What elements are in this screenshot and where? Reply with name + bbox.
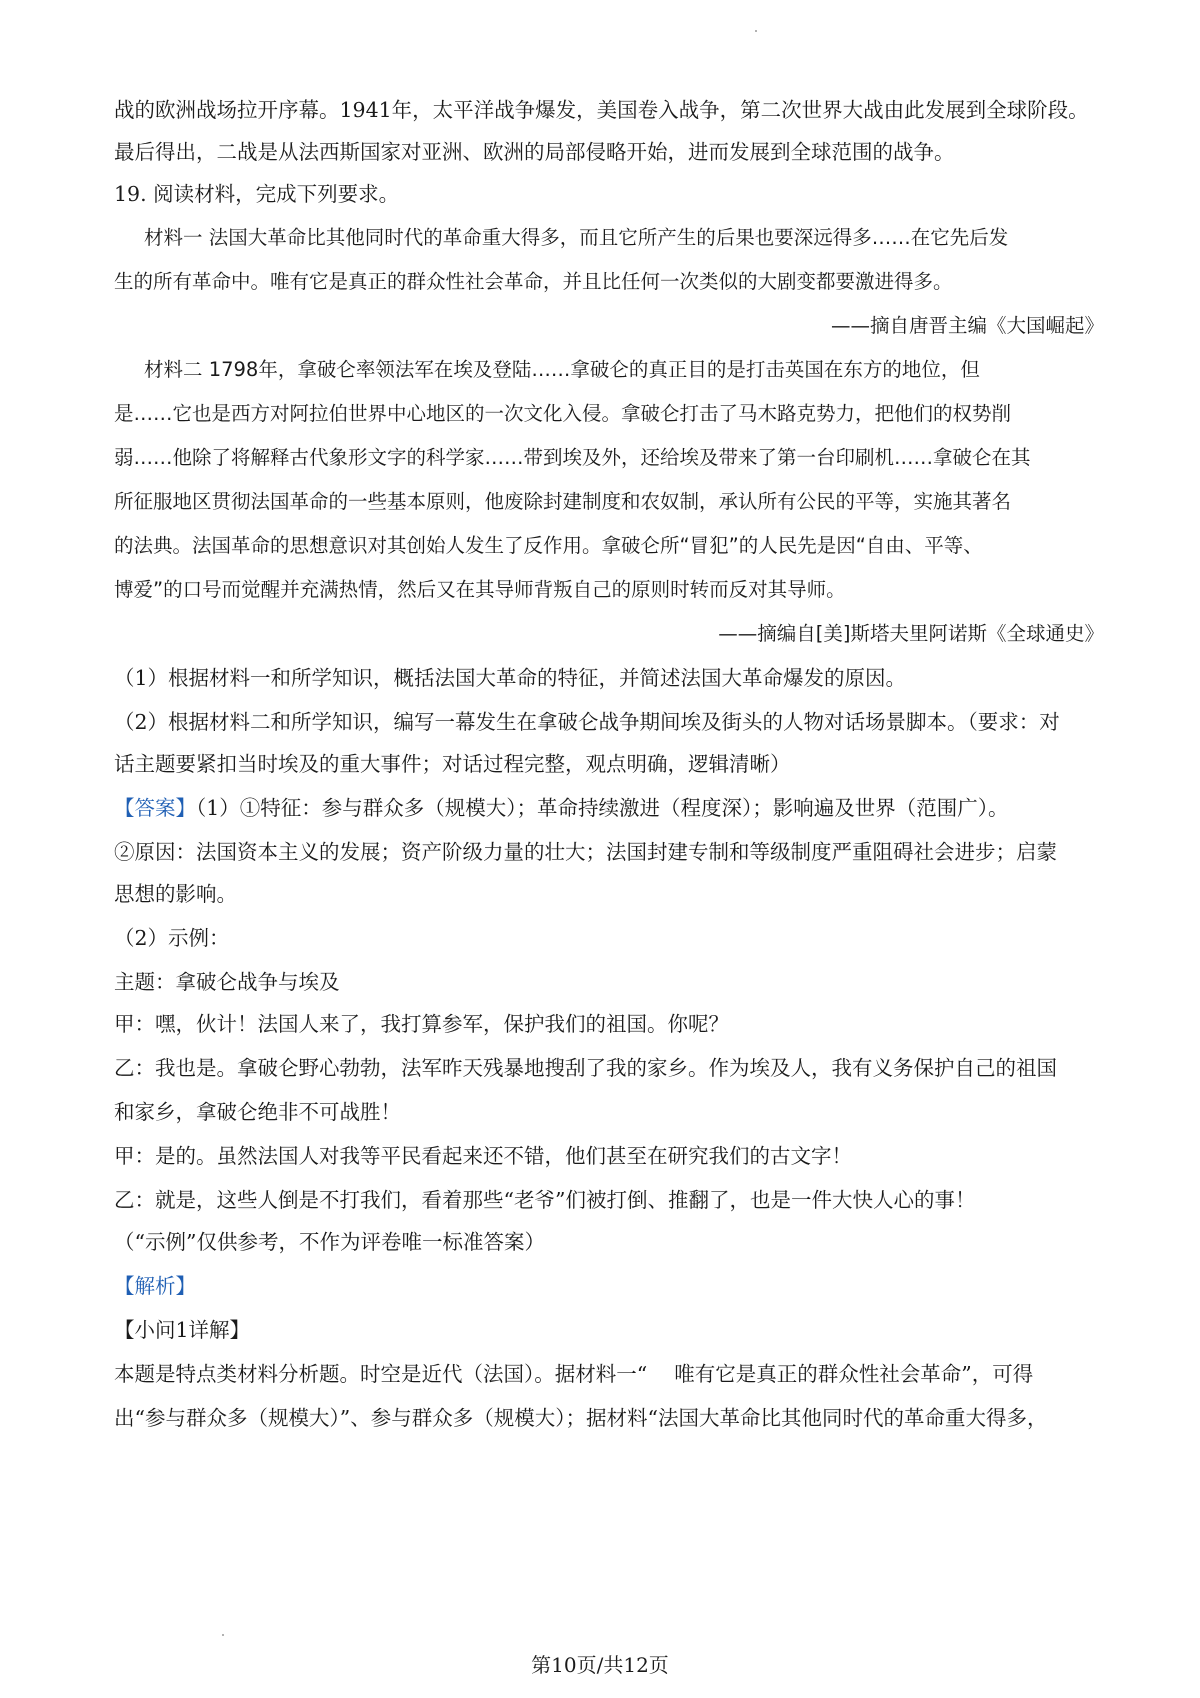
material-1-line: 材料一 法国大革命比其他同时代的革命重大得多，而且它所产生的后果也要深远得多……在它先后发 <box>144 226 1009 249</box>
analysis-line: 出“参与群众多（规模大）”、参与群众多（规模大）；据材料“法国大革命比其他同时代的革命重大得多， <box>114 1406 1048 1430</box>
text-line: 战的欧洲战场拉开序幕。1941年，太平洋战争爆发，美国卷入战争，第二次世界大战由此发展到全球阶段。 <box>114 98 1089 122</box>
answer-line: 思想的影响。 <box>114 882 237 906</box>
example-heading: （2）示例： <box>114 926 230 950</box>
dialogue-line: 乙：我也是。拿破仑野心勃勃，法军昨天残暴地搜刮了我的家乡。作为埃及人，我有义务保护自己的祖国 <box>114 1056 1057 1080</box>
text-line: 最后得出，二战是从法西斯国家对亚洲、欧洲的局部侵略开始，进而发展到全球范围的战争。 <box>114 140 955 164</box>
material-2-line: 弱……他除了将解释古代象形文字的科学家……带到埃及外，还给埃及带来了第一台印刷机……拿破仑在其 <box>114 446 1031 469</box>
example-note: （“示例”仅供参考，不作为评卷唯一标准答案） <box>114 1230 545 1254</box>
dialogue-line: 甲：是的。虽然法国人对我等平民看起来还不错，他们甚至在研究我们的古文字！ <box>114 1144 852 1168</box>
material-2-line: 所征服地区贯彻法国革命的一些基本原则，他废除封建制度和农奴制，承认所有公民的平等，实施其著名 <box>114 490 1012 513</box>
answer-tag: 【答案】 <box>114 796 196 820</box>
sub-question-2: （2）根据材料二和所学知识，编写一幕发生在拿破仑战争期间埃及街头的人物对话场景脚本。（要求：对 <box>114 710 1060 734</box>
page-number-footer: 第10页/共12页 <box>531 1653 669 1677</box>
sub-question-1: （1）根据材料一和所学知识，概括法国大革命的特征，并简述法国大革命爆发的原因。 <box>114 666 907 690</box>
sub-question-1-detail-heading: 【小问1详解】 <box>114 1318 251 1342</box>
answer-line: ②原因：法国资本主义的发展；资产阶级力量的壮大；法国封建专制和等级制度严重阻碍社会进步；启蒙 <box>114 840 1057 864</box>
material-2-line: 博爱”的口号而觉醒并充满热情，然后又在其导师背叛自己的原则时转而反对其导师。 <box>114 578 846 601</box>
question-19-heading: 19. 阅读材料，完成下列要求。 <box>114 182 400 206</box>
analysis-line: 本题是特点类材料分析题。时空是近代（法国）。据材料一“ 唯有它是真正的群众性社会革命”，可得 <box>114 1362 1034 1386</box>
sub-question-2: 话主题要紧扣当时埃及的重大事件；对话过程完整，观点明确，逻辑清晰） <box>114 752 791 776</box>
dialogue-line: 乙：就是，这些人倒是不打我们，看着那些“老爷”们被打倒、推翻了，也是一件大快人心的事！ <box>114 1188 976 1212</box>
dialogue-line: 和家乡，拿破仑绝非不可战胜！ <box>114 1100 401 1124</box>
dialogue-theme: 主题：拿破仑战争与埃及 <box>114 970 340 994</box>
dialogue-line: 甲：嘿，伙计！法国人来了，我打算参军，保护我们的祖国。你呢？ <box>114 1012 729 1036</box>
scan-speck <box>222 1634 224 1636</box>
material-2-line: 的法典。法国革命的思想意识对其创始人发生了反作用。拿破仑所“冒犯”的人民先是因“自由、平等、 <box>114 534 983 557</box>
material-2-line: 是……它也是西方对阿拉伯世界中心地区的一次文化入侵。拿破仑打击了马木路克势力，把他们的权势削 <box>114 402 1012 425</box>
answer-line <box>114 794 1009 822</box>
scan-speck <box>755 30 757 32</box>
material-2-line: 材料二 1798年，拿破仑率领法军在埃及登陆……拿破仑的真正目的是打击英国在东方的地位，但 <box>144 358 980 381</box>
answer-text: （1）①特征：参与群众多（规模大）；革命持续激进（程度深）；影响遍及世界（范围广）。 <box>196 796 1009 820</box>
material-2-source: ——摘编自[美]斯塔夫里阿诺斯《全球通史》 <box>718 622 1104 645</box>
material-1-line: 生的所有革命中。唯有它是真正的群众性社会革命，并且比任何一次类似的大剧变都要激进得多。 <box>114 270 953 293</box>
analysis-tag: 【解析】 <box>114 1274 196 1298</box>
material-1-source: ——摘自唐晋主编《大国崛起》 <box>830 314 1104 337</box>
